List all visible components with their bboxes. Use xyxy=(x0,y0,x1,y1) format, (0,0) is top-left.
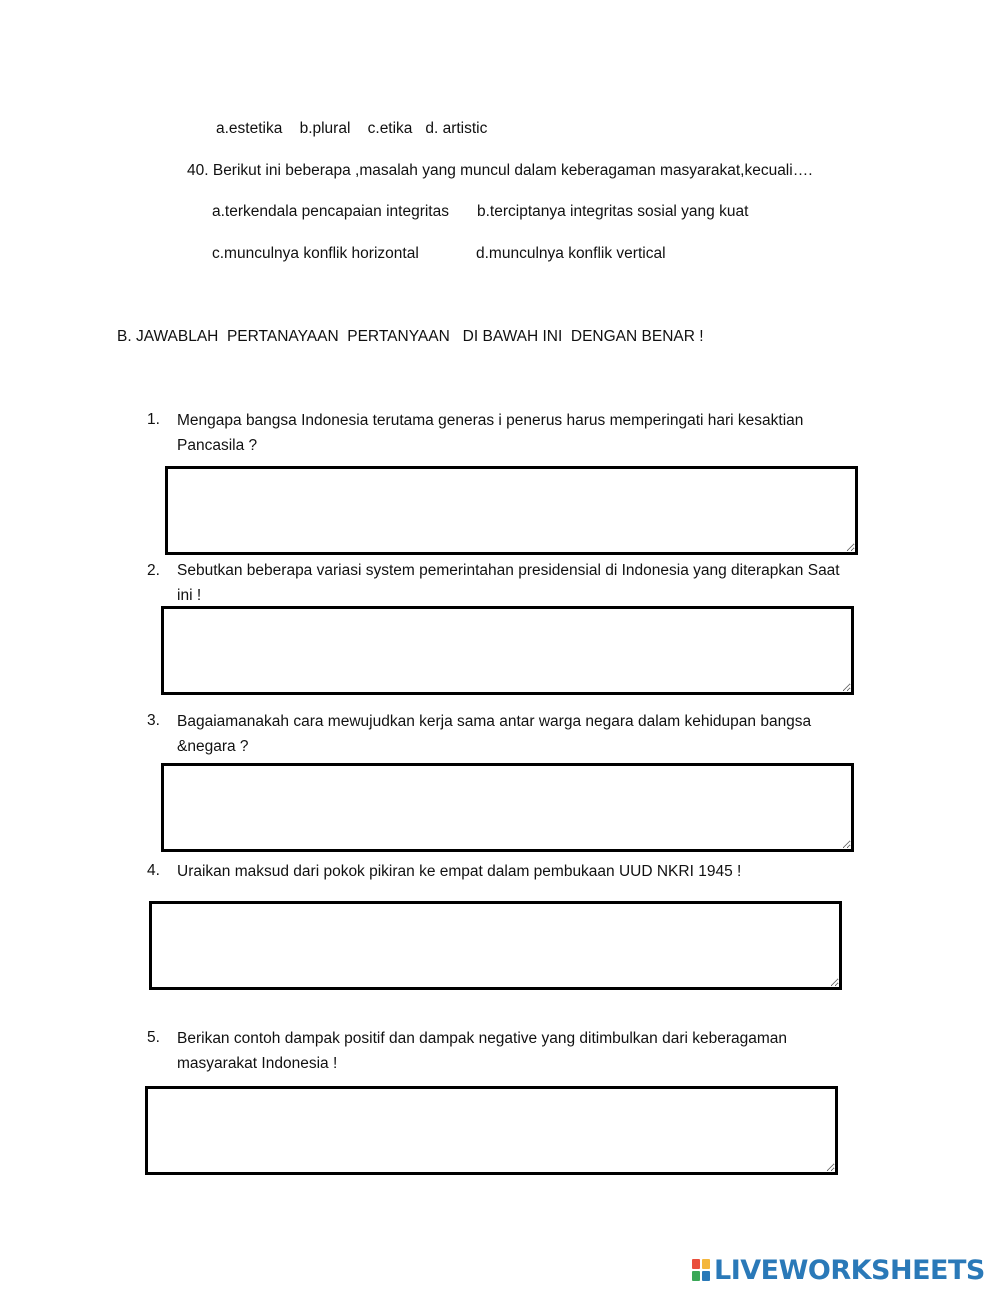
q40-option-b: b.terciptanya integritas sosial yang kuat xyxy=(477,203,749,220)
question-2-text: Sebutkan beberapa variasi system pemerintahan presidensial di Indonesia yang diterapkan Saat ini ! xyxy=(177,562,840,604)
answer-box-5[interactable] xyxy=(145,1086,838,1175)
question-number: 3. xyxy=(147,712,160,729)
question-number: 5. xyxy=(147,1029,160,1046)
section-b-heading: B. JAWABLAH PERTANAYAAN PERTANYAAN DI BAWAH INI DENGAN BENAR ! xyxy=(117,328,704,345)
question-4-text: Uraikan maksud dari pokok pikiran ke empat dalam pembukaan UUD NKRI 1945 ! xyxy=(177,863,742,880)
question-1-text: Mengapa bangsa Indonesia terutama generas i penerus harus memperingati hari kesaktian Pancasila ? xyxy=(177,412,804,454)
answer-box-1[interactable] xyxy=(165,466,858,555)
answer-box-4[interactable] xyxy=(149,901,842,990)
q39-options: a.estetika b.plural c.etika d. artistic xyxy=(216,120,488,137)
q40-option-a: a.terkendala pencapaian integritas xyxy=(212,203,449,220)
question-3-text: Bagaiamanakah cara mewujudkan kerja sama antar warga negara dalam kehidupan bangsa &negara ? xyxy=(177,713,812,755)
liveworksheets-icon xyxy=(692,1259,710,1281)
question-number: 1. xyxy=(147,411,160,428)
question-number: 2. xyxy=(147,562,160,579)
brand-name: LIVEWORKSHEETS xyxy=(714,1254,985,1286)
question-number: 4. xyxy=(147,862,160,879)
question-5-text: Berikan contoh dampak positif dan dampak negative yang ditimbulkan dari keberagaman masyarakat Indonesia ! xyxy=(177,1030,788,1072)
answer-box-2[interactable] xyxy=(161,606,854,695)
q40-question: 40. Berikut ini beberapa ,masalah yang muncul dalam keberagaman masyarakat,kecuali…. xyxy=(187,162,813,179)
answer-box-3[interactable] xyxy=(161,763,854,852)
q40-option-d: d.munculnya konflik vertical xyxy=(476,245,666,262)
q40-option-c: c.munculnya konflik horizontal xyxy=(212,245,419,262)
liveworksheets-logo xyxy=(692,1255,985,1285)
